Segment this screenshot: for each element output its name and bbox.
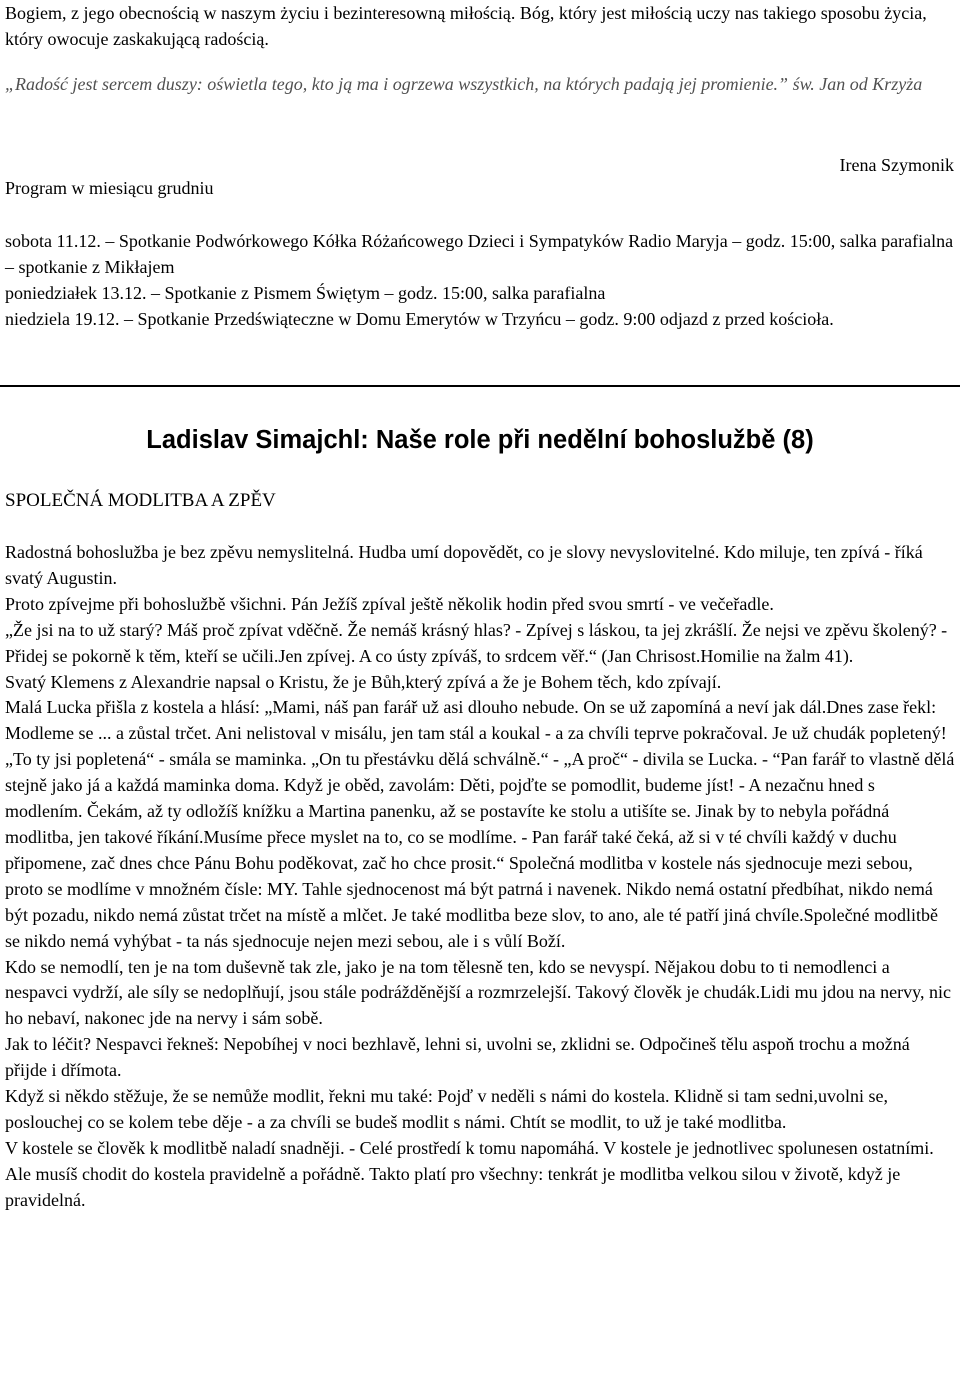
article-paragraph: Ale musíš chodit do kostela pravidelně a pořádně. Takto platí pro všechny: tenkrát je modlitba velkou silou v životě, když je pravidelná. (5, 1163, 901, 1210)
program-title: Program w miesiącu grudniu (5, 178, 214, 198)
author-name: Irena Szymonik (839, 155, 954, 175)
schedule-item: sobota 11.12. – Spotkanie Podwórkowego Kółka Różańcowego Dzieci i Sympatyków Radio Maryja – godz. 15:00, salka parafialna – spotkanie z Mikłajem (5, 231, 954, 277)
article-paragraph: Když si někdo stěžuje, že se nemůže modlit, řekni mu také: Pojď v neděli s námi do kostela. Klidně si tam sedni,uvolni se, poslouchej co se kolem tebe děje - a za chvíli se budeš modlit s námi. Chtít se modlit, to už je také modlitba. (5, 1086, 888, 1132)
article-paragraph: Svatý Klemens z Alexandrie napsal o Kristu, že je Bůh,který zpívá a že je Bohem těch, kdo zpívají. (5, 671, 722, 692)
section-divider (0, 385, 960, 387)
article-paragraph: Jak to léčit? Nespavci řekneš: Nepobíhej v noci bezhlavě, lehni si, uvolni se, zklidni se. Odpočineš tělu aspoň trochu a možná přijde i dřímota. (5, 1034, 910, 1081)
article-paragraph: „Že jsi na to už starý? Máš proč zpívat vděčně. Že nemáš krásný hlas? - Zpívej s láskou, ta jej zkrášlí. Že nejsi ve zpěvu školený? - Přidej se pokorně k těm, kteří se učili.Jen zpívej. A co ústy zpíváš, to srdcem věř.“ (Jan Chrisost.Homilie na žalm 41). (5, 619, 948, 666)
schedule-item: poniedziałek 13.12. – Spotkanie z Pismem Świętym – godz. 15:00, salka parafialna (5, 282, 606, 303)
article-paragraph: „To ty jsi popletená“ - smála se maminka. „On tu přestávku dělá schválně.“ - „A proč“ - divila se Lucka. - “Pan farář to vlastně dělá stejně jako já a každá maminka doma. Když je oběd, zavolám: Děti, pojďte se pomodlit, budeme jíst! - A nezačnu hned s modlením. Čekám, až ty odložíš knížku a Martina panenku, až se postavíte ke stolu a utišíte se. Jinak by to nebyla pořádná modlitba, jen takové říkání.Musíme přece myslet na to, co se modlíme. - Pan farář také čeká, až si v té chvíli každý v duchu připomene, zač dnes chce Pánu Bohu poděkovat, zač ho chce prosit.“ Společná modlitba v kostele nás sjednocuje mezi sebou, proto se modlíme v množném čísle: MY. Tahle sjednocenost má být patrná i navenek. Nikdo nemá ostatní předbíhat, nikdo nemá být pozadu, nikdo nemá zůstat trčet na místě a mlčet. Je také modlitba beze slov, to ano, ale té patří jiná chvíle.Společné modlitbě se nikdo nemá vyhýbat - ta nás sjednocuje nejen mezi sebou, ale i s vůlí Boží. (5, 749, 955, 951)
quote-paragraph: „Radość jest sercem duszy: oświetla tego, kto ją ma i ogrzewa wszystkich, na których padają jej promienie.” św. Jan od Krzyża (5, 74, 923, 94)
article-subtitle: SPOLEČNÁ MODLITBA A ZPĚV (5, 490, 276, 511)
article-paragraph: V kostele se člověk k modlitbě naladí snadněji. - Celé prostředí k tomu napomáhá. V kostele je jednotlivec spolunesen ostatními. (5, 1137, 934, 1158)
article-paragraph: Malá Lucka přišla z kostela a hlásí: „Mami, náš pan farář už asi dlouho nebude. On se už zapomíná a neví jak dál.Dnes zase řekl: Modleme se ... a zůstal trčet. Ani nelistoval v misálu, jen tam stál a koukal - a za chvíli teprve pokračoval. Je už chudák popletený! (5, 697, 947, 744)
intro-paragraph: Bogiem, z jego obecnością w naszym życiu i bezinteresowną miłością. Bóg, który jest miłością uczy nas takiego sposobu życia, który owocuje zaskakującą radością. (5, 3, 927, 49)
schedule-item: niedziela 19.12. – Spotkanie Przedświąteczne w Domu Emerytów w Trzyńcu – godz. 9:00 odjazd z przed kościoła. (5, 308, 834, 329)
article-title: Ladislav Simajchl: Naše role při nedělní bohoslužbě (8) (146, 426, 814, 454)
article-paragraph: Proto zpívejme při bohoslužbě všichni. Pán Ježíš zpíval ještě několik hodin před svou smrtí - ve večeřadle. (5, 593, 774, 614)
article-body (5, 540, 955, 1214)
article-paragraph: Kdo se nemodlí, ten je na tom duševně tak zle, jako je na tom tělesně ten, kdo se nevyspí. Nějakou dobu to ti nemodlenci a nespavci vydrží, ale síly se nedoplňují, jsou stále podrážděnější a rozmrzelejší. Takový člověk je chudák.Lidi mu jdou na nervy, nic ho nebaví, nakonec jde na nervy i sám sobě. (5, 956, 951, 1029)
schedule-list (5, 229, 955, 333)
article-paragraph: Radostná bohoslužba je bez zpěvu nemyslitelná. Hudba umí dopovědět, co je slovy nevyslovitelné. Kdo miluje, ten zpívá - říká svatý Augustin. (5, 542, 923, 588)
